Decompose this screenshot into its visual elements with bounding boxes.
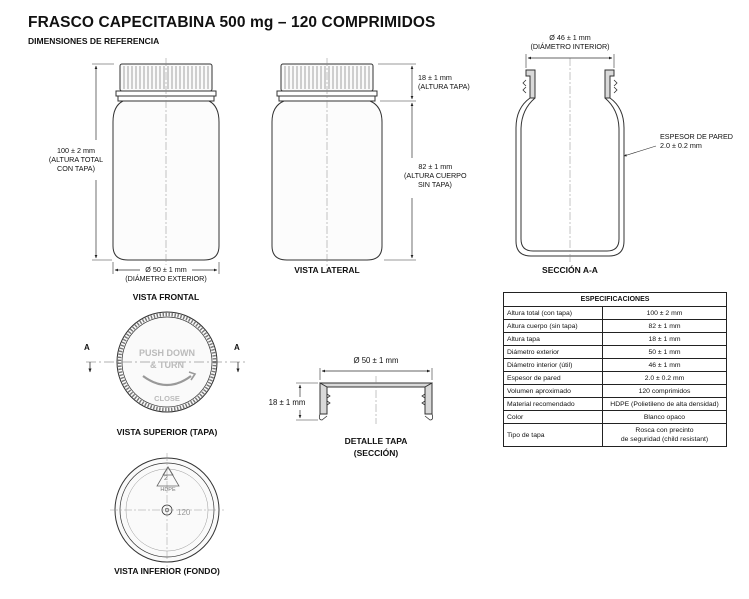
front-view-label: VISTA FRONTAL (132, 292, 200, 302)
table-row: Tipo de tapa Rosca con precinto de seguridad (child resistant) (504, 424, 727, 447)
bottom-view-base (110, 453, 224, 567)
bottom-view-label: VISTA INFERIOR (FONDO) (114, 566, 220, 576)
page-subtitle: DIMENSIONES DE REFERENCIA (28, 36, 160, 46)
cap-text-turn: & TURN (150, 360, 184, 370)
side-view-bottle (272, 58, 382, 270)
cap-detail-height-label: 18 ± 1 mm (268, 398, 306, 407)
specifications-title: ESPECIFICACIONES (504, 293, 727, 307)
cap-height-label: 18 ± 1 mm (ALTURA TAPA) (418, 73, 470, 91)
specifications-table (503, 292, 727, 447)
table-row: Volumen aproximado 120 comprimidos (504, 385, 727, 398)
table-row: Altura cuerpo (sin tapa) 82 ± 1 mm (504, 320, 727, 333)
table-row: Color Blanco opaco (504, 411, 727, 424)
table-row: Altura tapa 18 ± 1 mm (504, 333, 727, 346)
outer-diameter-label: Ø 50 ± 1 mm (DIÁMETRO EXTERIOR) (125, 265, 207, 283)
cap-text-close: CLOSE (154, 394, 180, 403)
front-view-bottle (113, 58, 219, 270)
side-view-label: VISTA LATERAL (294, 265, 360, 275)
inner-diameter-label: Ø 46 ± 1 mm (DIÁMETRO INTERIOR) (530, 33, 610, 51)
table-row: Espesor de pared 2.0 ± 0.2 mm (504, 372, 727, 385)
section-marker-left: A (84, 343, 90, 352)
mold-number: 120 (177, 508, 191, 517)
table-row: Diámetro exterior 50 ± 1 mm (504, 346, 727, 359)
table-row: Diámetro interior (útil) 46 ± 1 mm (504, 359, 727, 372)
table-row: Altura total (con tapa) 100 ± 2 mm (504, 307, 727, 320)
wall-thickness-label: ESPESOR DE PARED 2.0 ± 0.2 mm (660, 132, 733, 150)
resin-code: HDPE (160, 487, 176, 493)
cap-detail-label: DETALLE TAPA (SECCIÓN) (344, 436, 408, 458)
section-a-a-bottle (516, 58, 624, 262)
recycle-code: 2 (164, 475, 168, 482)
body-height-label: 82 ± 1 mm (ALTURA CUERPO SIN TAPA) (404, 162, 467, 189)
cap-detail-section (319, 376, 432, 424)
section-marker-right: A (234, 343, 240, 352)
top-view-label: VISTA SUPERIOR (TAPA) (116, 427, 218, 437)
page-title: FRASCO CAPECITABINA 500 mg – 120 COMPRIMIDOS (28, 14, 436, 31)
cap-text-push-down: PUSH DOWN (139, 348, 195, 358)
section-a-a-label: SECCIÓN A-A (542, 265, 598, 275)
total-height-label: 100 ± 2 mm (ALTURA TOTAL CON TAPA) (48, 146, 104, 173)
cap-detail-diameter-label: Ø 50 ± 1 mm (353, 356, 399, 365)
table-row: Material recomendado HDPE (Polietileno de alta densidad) (504, 398, 727, 411)
